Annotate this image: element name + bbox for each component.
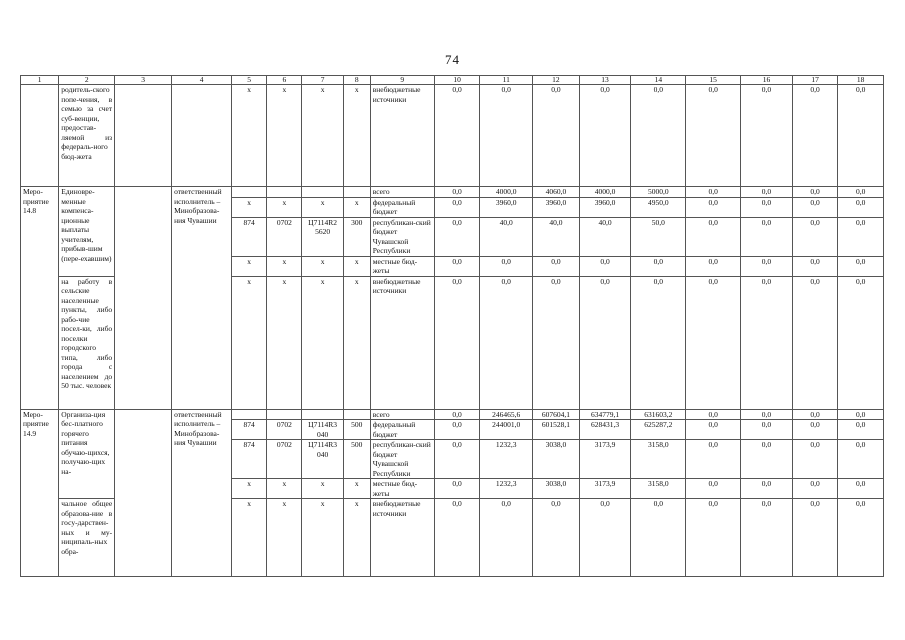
event-name-cell: родитель-ского попе-чения, в семью за счет суб-венции, предостав-ляемой из федераль-ного бюд-жета (59, 85, 115, 187)
code-cell-c6: х (267, 479, 302, 499)
page-number: 74 (445, 52, 460, 67)
event-name-cell: Организа-ция бес-платного горячего питания обучаю-щихся, получаю-щих на- (59, 409, 115, 499)
code-cell-c5: х (232, 85, 267, 187)
code-cell-c7: Ц7114R3 040 (302, 420, 343, 440)
code-cell-c5 (232, 187, 267, 198)
amount-cell: 0,0 (686, 197, 741, 217)
code-cell-c8 (343, 409, 370, 420)
amount-cell: 0,0 (434, 197, 480, 217)
amount-cell: 0,0 (434, 499, 480, 577)
amount-cell: 0,0 (792, 276, 838, 409)
code-cell-c6: х (267, 499, 302, 577)
code-cell-c6: 0702 (267, 217, 302, 256)
funding-source-cell: всего (370, 187, 434, 198)
amount-cell: 0,0 (741, 420, 793, 440)
code-cell-c8: х (343, 85, 370, 187)
code-cell-c8: х (343, 256, 370, 276)
amount-cell: 3158,0 (631, 440, 686, 479)
code-cell-c8: 500 (343, 440, 370, 479)
code-cell-c7: х (302, 197, 343, 217)
amount-cell: 40,0 (480, 217, 533, 256)
amount-cell: 0,0 (838, 85, 884, 187)
amount-cell: 0,0 (741, 217, 793, 256)
amount-cell: 0,0 (533, 499, 580, 577)
amount-cell: 0,0 (838, 217, 884, 256)
amount-cell: 0,0 (686, 409, 741, 420)
funding-source-cell: республикан-ский бюджет Чувашской Республики (370, 217, 434, 256)
event-number-cell (21, 85, 59, 187)
amount-cell: 0,0 (434, 420, 480, 440)
column-number: 12 (533, 76, 580, 85)
amount-cell: 628431,3 (579, 420, 631, 440)
code-cell-c5: 874 (232, 420, 267, 440)
column-number: 7 (302, 76, 343, 85)
amount-cell: 0,0 (579, 256, 631, 276)
amount-cell: 0,0 (434, 409, 480, 420)
amount-cell: 0,0 (792, 85, 838, 187)
amount-cell: 0,0 (741, 409, 793, 420)
amount-cell: 0,0 (434, 479, 480, 499)
amount-cell: 0,0 (686, 85, 741, 187)
code-cell-c7: х (302, 499, 343, 577)
funding-source-cell: местные бюд-жеты (370, 479, 434, 499)
amount-cell: 0,0 (631, 256, 686, 276)
amount-cell: 3173,9 (579, 440, 631, 479)
amount-cell: 246465,6 (480, 409, 533, 420)
amount-cell: 0,0 (792, 256, 838, 276)
table-row (21, 409, 884, 420)
amount-cell: 0,0 (631, 276, 686, 409)
amount-cell: 0,0 (792, 440, 838, 479)
code-cell-c6 (267, 409, 302, 420)
event-name-cell: на работу в сельские населенные пункты, либо рабо-чие посел-ки, либо поселки городского типа, либо города с населением до 50 тыс. человек (59, 276, 115, 409)
code-cell-c7: Ц7114R3 040 (302, 440, 343, 479)
code-cell-c8: х (343, 197, 370, 217)
code-cell-c5: х (232, 499, 267, 577)
amount-cell: 0,0 (838, 256, 884, 276)
amount-cell: 3173,9 (579, 479, 631, 499)
funding-source-cell: внебюджетные источники (370, 85, 434, 187)
amount-cell: 0,0 (741, 499, 793, 577)
amount-cell: 0,0 (434, 187, 480, 198)
amount-cell: 0,0 (838, 197, 884, 217)
column-number: 11 (480, 76, 533, 85)
amount-cell: 625287,2 (631, 420, 686, 440)
code-cell-c6: х (267, 256, 302, 276)
amount-cell: 634779,1 (579, 409, 631, 420)
amount-cell: 0,0 (838, 479, 884, 499)
amount-cell: 5000,0 (631, 187, 686, 198)
amount-cell: 0,0 (686, 479, 741, 499)
amount-cell: 0,0 (838, 420, 884, 440)
event-name-cell: чальное общее образова-ние в госу-дарствен-ных и му-ниципаль-ных обра- (59, 499, 115, 577)
amount-cell: 0,0 (838, 409, 884, 420)
funding-source-cell: всего (370, 409, 434, 420)
code-cell-c8: 300 (343, 217, 370, 256)
funding-source-cell: местные бюд-жеты (370, 256, 434, 276)
code-cell-c5: х (232, 479, 267, 499)
amount-cell: 0,0 (686, 217, 741, 256)
amount-cell: 0,0 (579, 276, 631, 409)
amount-cell: 607604,1 (533, 409, 580, 420)
code-cell-c6: х (267, 276, 302, 409)
amount-cell: 0,0 (480, 256, 533, 276)
column-number: 9 (370, 76, 434, 85)
code-cell-c8: х (343, 276, 370, 409)
column-number: 8 (343, 76, 370, 85)
amount-cell: 4000,0 (480, 187, 533, 198)
amount-cell: 4950,0 (631, 197, 686, 217)
event-number-cell: Меро-приятие 14.8 (21, 187, 59, 410)
code-cell-c5: х (232, 197, 267, 217)
amount-cell: 40,0 (533, 217, 580, 256)
amount-cell: 4000,0 (579, 187, 631, 198)
code-cell-c5 (232, 409, 267, 420)
column-number: 15 (686, 76, 741, 85)
amount-cell: 40,0 (579, 217, 631, 256)
amount-cell: 0,0 (533, 276, 580, 409)
amount-cell: 0,0 (579, 85, 631, 187)
amount-cell: 0,0 (434, 85, 480, 187)
amount-cell: 0,0 (741, 187, 793, 198)
amount-cell: 0,0 (838, 440, 884, 479)
column-number: 17 (792, 76, 838, 85)
code-cell-c8: х (343, 499, 370, 577)
column-number: 2 (59, 76, 115, 85)
amount-cell: 3158,0 (631, 479, 686, 499)
amount-cell: 0,0 (686, 256, 741, 276)
event-number-cell: Меро-приятие 14.9 (21, 409, 59, 577)
amount-cell: 601528,1 (533, 420, 580, 440)
code-cell-c7 (302, 187, 343, 198)
amount-cell: 4060,0 (533, 187, 580, 198)
executor-cell: ответственный исполнитель – Минобразова-ния Чувашии (172, 187, 232, 410)
amount-cell: 0,0 (686, 420, 741, 440)
amount-cell: 0,0 (741, 197, 793, 217)
table-row (21, 187, 884, 198)
amount-cell: 0,0 (741, 479, 793, 499)
amount-cell: 0,0 (480, 85, 533, 187)
code-cell-c8: х (343, 479, 370, 499)
table-row (21, 85, 884, 187)
column-number: 4 (172, 76, 232, 85)
amount-cell: 0,0 (686, 499, 741, 577)
column-number: 5 (232, 76, 267, 85)
amount-cell: 0,0 (434, 276, 480, 409)
amount-cell: 3960,0 (579, 197, 631, 217)
code-cell-c7: х (302, 276, 343, 409)
code-cell-c7: Ц7114R2 5620 (302, 217, 343, 256)
amount-cell: 0,0 (480, 499, 533, 577)
amount-cell: 0,0 (792, 187, 838, 198)
amount-cell: 1232,3 (480, 440, 533, 479)
amount-cell: 0,0 (792, 197, 838, 217)
amount-cell: 631603,2 (631, 409, 686, 420)
amount-cell: 0,0 (792, 499, 838, 577)
code-cell-c6: 0702 (267, 440, 302, 479)
column-number: 18 (838, 76, 884, 85)
amount-cell: 0,0 (434, 217, 480, 256)
code-cell-c6: х (267, 85, 302, 187)
amount-cell: 0,0 (579, 499, 631, 577)
budget-table (20, 75, 884, 577)
empty-cell (115, 409, 172, 577)
code-cell-c5: х (232, 256, 267, 276)
funding-source-cell: федеральный бюджет (370, 197, 434, 217)
amount-cell: 0,0 (838, 276, 884, 409)
code-cell-c7: х (302, 256, 343, 276)
code-cell-c7: х (302, 85, 343, 187)
code-cell-c5: 874 (232, 440, 267, 479)
column-number: 16 (741, 76, 793, 85)
amount-cell: 0,0 (686, 276, 741, 409)
executor-cell: ответственный исполнитель – Минобразова-ния Чувашии (172, 409, 232, 577)
amount-cell: 0,0 (741, 276, 793, 409)
amount-cell: 0,0 (434, 256, 480, 276)
executor-cell (172, 85, 232, 187)
amount-cell: 0,0 (631, 85, 686, 187)
amount-cell: 3038,0 (533, 440, 580, 479)
code-cell-c8 (343, 187, 370, 198)
code-cell-c6: 0702 (267, 420, 302, 440)
amount-cell: 0,0 (533, 85, 580, 187)
header-row (21, 76, 884, 85)
amount-cell: 0,0 (686, 440, 741, 479)
amount-cell: 0,0 (741, 85, 793, 187)
column-number: 10 (434, 76, 480, 85)
empty-cell (115, 85, 172, 187)
amount-cell: 0,0 (741, 440, 793, 479)
funding-source-cell: внебюджетные источники (370, 276, 434, 409)
amount-cell: 0,0 (631, 499, 686, 577)
event-name-cell: Единовре-менные компенса-ционные выплаты учителям, прибыв-шим (пере-ехавшим) (59, 187, 115, 277)
amount-cell: 0,0 (434, 440, 480, 479)
amount-cell: 244001,0 (480, 420, 533, 440)
amount-cell: 0,0 (792, 409, 838, 420)
amount-cell: 1232,3 (480, 479, 533, 499)
funding-source-cell: внебюджетные источники (370, 499, 434, 577)
amount-cell: 0,0 (792, 217, 838, 256)
code-cell-c5: 874 (232, 217, 267, 256)
funding-source-cell: республикан-ский бюджет Чувашской Республики (370, 440, 434, 479)
column-number: 6 (267, 76, 302, 85)
amount-cell: 0,0 (480, 276, 533, 409)
code-cell-c5: х (232, 276, 267, 409)
funding-source-cell: федеральный бюджет (370, 420, 434, 440)
column-number: 1 (21, 76, 59, 85)
amount-cell: 0,0 (533, 256, 580, 276)
code-cell-c7: х (302, 479, 343, 499)
column-number: 14 (631, 76, 686, 85)
amount-cell: 0,0 (838, 187, 884, 198)
amount-cell: 0,0 (838, 499, 884, 577)
column-number: 3 (115, 76, 172, 85)
column-number: 13 (579, 76, 631, 85)
code-cell-c6: х (267, 197, 302, 217)
amount-cell: 0,0 (792, 420, 838, 440)
amount-cell: 0,0 (686, 187, 741, 198)
amount-cell: 3960,0 (480, 197, 533, 217)
amount-cell: 0,0 (792, 479, 838, 499)
code-cell-c7 (302, 409, 343, 420)
amount-cell: 0,0 (741, 256, 793, 276)
code-cell-c6 (267, 187, 302, 198)
amount-cell: 3038,0 (533, 479, 580, 499)
code-cell-c8: 500 (343, 420, 370, 440)
amount-cell: 50,0 (631, 217, 686, 256)
amount-cell: 3960,0 (533, 197, 580, 217)
empty-cell (115, 187, 172, 410)
